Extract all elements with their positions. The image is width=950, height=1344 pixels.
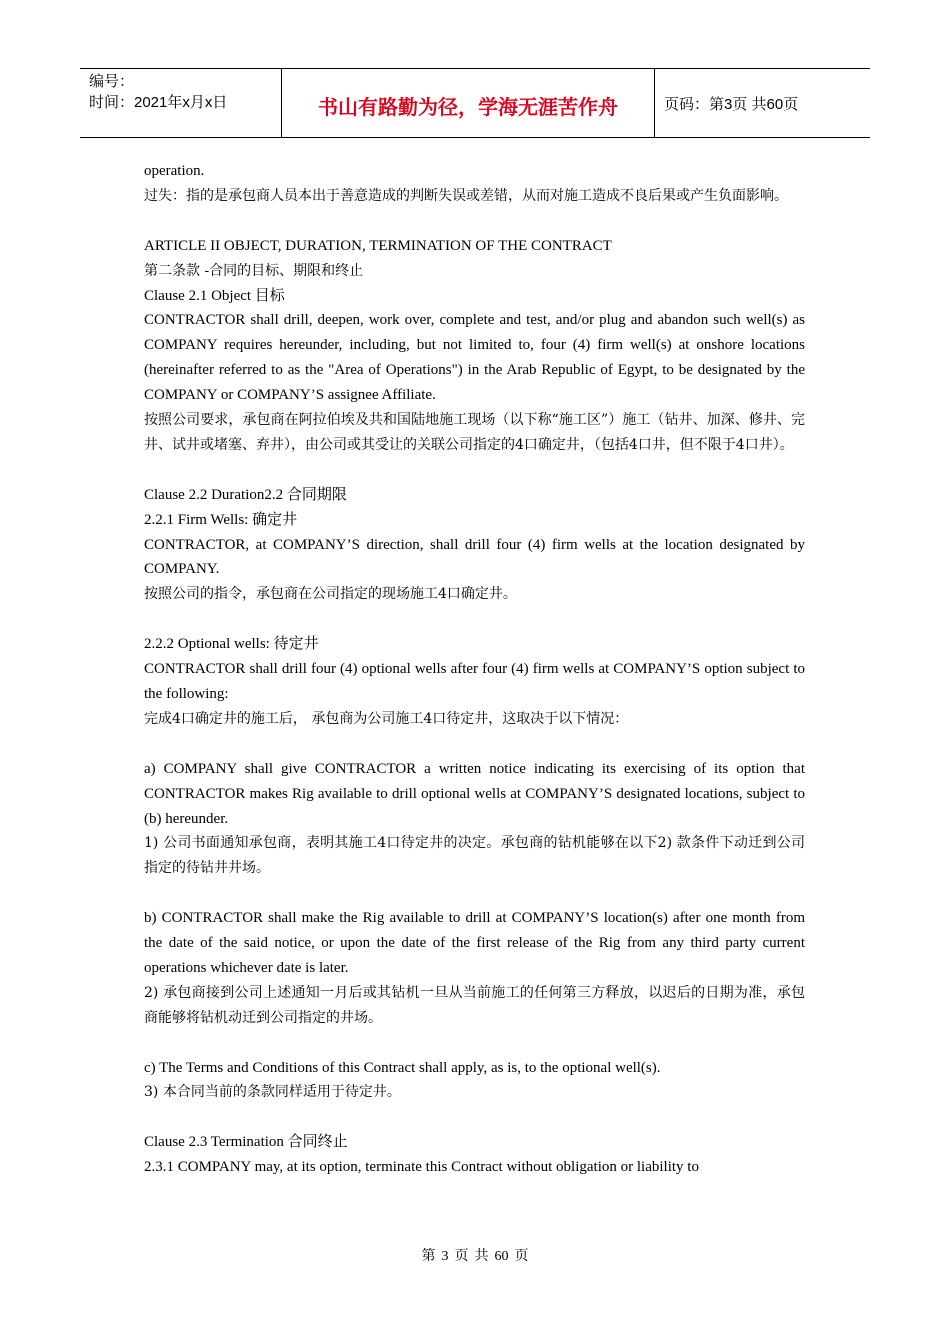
blank-line: [144, 607, 805, 632]
blank-line: [144, 1105, 805, 1130]
body-paragraph: 3) 本合同当前的条款同样适用于待定井。: [144, 1084, 401, 1101]
body-paragraph: c) The Terms and Conditions of this Contract shall apply, as is, to the optional well(s).: [144, 1059, 661, 1076]
body-paragraph: 2.3.1 COMPANY may, at its option, terminate this Contract without obligation or liability to: [144, 1159, 699, 1176]
body-paragraph: a) COMPANY shall give CONTRACTOR a written notice indicating its exercising of its option that CONTRACTOR makes Rig available to drill optional wells at COMPANY’S designated locations, subject to (b) hereunder.: [144, 760, 805, 827]
body-paragraph: 按照公司的指令，承包商在公司指定的现场施工4口确定井。: [144, 586, 517, 603]
header-left-cell: [80, 69, 281, 137]
page-header: [80, 68, 870, 138]
body-paragraph: Clause 2.3 Termination 合同终止: [144, 1134, 348, 1151]
blank-line: [144, 458, 805, 483]
footer-gong: 共: [474, 1249, 489, 1264]
body-paragraph: 1) 公司书面通知承包商，表明其施工4口待定井的决定。承包商的钻机能够在以下2) 款条件下动迁到公司指定的待钻井井场。: [144, 835, 805, 877]
footer-page-number: 3: [441, 1249, 449, 1264]
body-paragraph: Clause 2.2 Duration2.2 合同期限: [144, 486, 347, 503]
body-paragraph: CONTRACTOR, at COMPANY’S direction, shall drill four (4) firm wells at the location designated by COMPANY.: [144, 536, 805, 578]
body-paragraph: 2) 承包商接到公司上述通知一月后或其钻机一旦从当前施工的任何第三方释放，以迟后的日期为准，承包商能够将钻机动迁到公司指定的井场。: [144, 984, 805, 1026]
footer-ye: 页: [454, 1249, 469, 1264]
body-paragraph: CONTRACTOR shall drill four (4) optional wells after four (4) firm wells at COMPANY’S option subject to the following:: [144, 661, 805, 702]
blank-line: [144, 209, 805, 234]
footer-ye-2: 页: [514, 1249, 529, 1264]
body-paragraph: b) CONTRACTOR shall make the Rig available to drill at COMPANY’S location(s) after one month from the date of the said notice, or upon the date of the first release of the Rig from any third party current operations whichever date is later.: [144, 910, 805, 976]
blank-line: [144, 732, 805, 757]
body-paragraph: CONTRACTOR shall drill, deepen, work over, complete and test, and/or plug and abandon such well(s) as COMPANY requires hereunder, including, but not limited to, four (4) firm well(s) at onshore locations (hereinafter referred to as the "Area of Operations") in the Arab Republic of Egypt, to be designated by the COMPANY or COMPANY’S assignee Affiliate.: [144, 312, 805, 404]
body-paragraph: 完成4口确定井的施工后， 承包商为公司施工4口待定井，这取决于以下情况：: [144, 710, 629, 727]
page-footer: [0, 1245, 950, 1265]
body-paragraph: 2.2.1 Firm Wells: 确定井: [144, 511, 298, 528]
document-body: [144, 159, 805, 1180]
blank-line: [144, 881, 805, 906]
footer-total-pages: 60: [494, 1249, 509, 1264]
body-paragraph: 按照公司要求，承包商在阿拉伯埃及共和国陆地施工现场（以下称“施工区”）施工（钻井、加深、修井、完井、试井或堵塞、弃井），由公司或其受让的关联公司指定的4口确定井，（包括4口井，但不限于4口井）。: [144, 412, 805, 453]
body-paragraph: Clause 2.1 Object 目标: [144, 287, 285, 304]
body-paragraph: operation.: [144, 163, 205, 179]
blank-line: [144, 1031, 805, 1056]
header-page-label: 页码：第3页 共60页: [664, 95, 799, 113]
body-paragraph: 过失：指的是承包商人员本出于善意造成的判断失误或差错，从而对施工造成不良后果或产生负面影响。: [144, 187, 788, 204]
document-number-label: 编号：: [89, 73, 135, 90]
body-paragraph: 2.2.2 Optional wells: 待定井: [144, 636, 319, 653]
body-paragraph: 第二条款 -合同的目标、期限和终止: [144, 262, 364, 279]
body-paragraph: ARTICLE II OBJECT, DURATION, TERMINATION OF THE CONTRACT: [144, 237, 612, 254]
footer-di: 第: [421, 1249, 436, 1264]
document-time-label: 时间：2021年x月x日: [89, 94, 228, 111]
header-motto: 书山有路勤为径，学海无涯苦作舟: [281, 69, 655, 137]
